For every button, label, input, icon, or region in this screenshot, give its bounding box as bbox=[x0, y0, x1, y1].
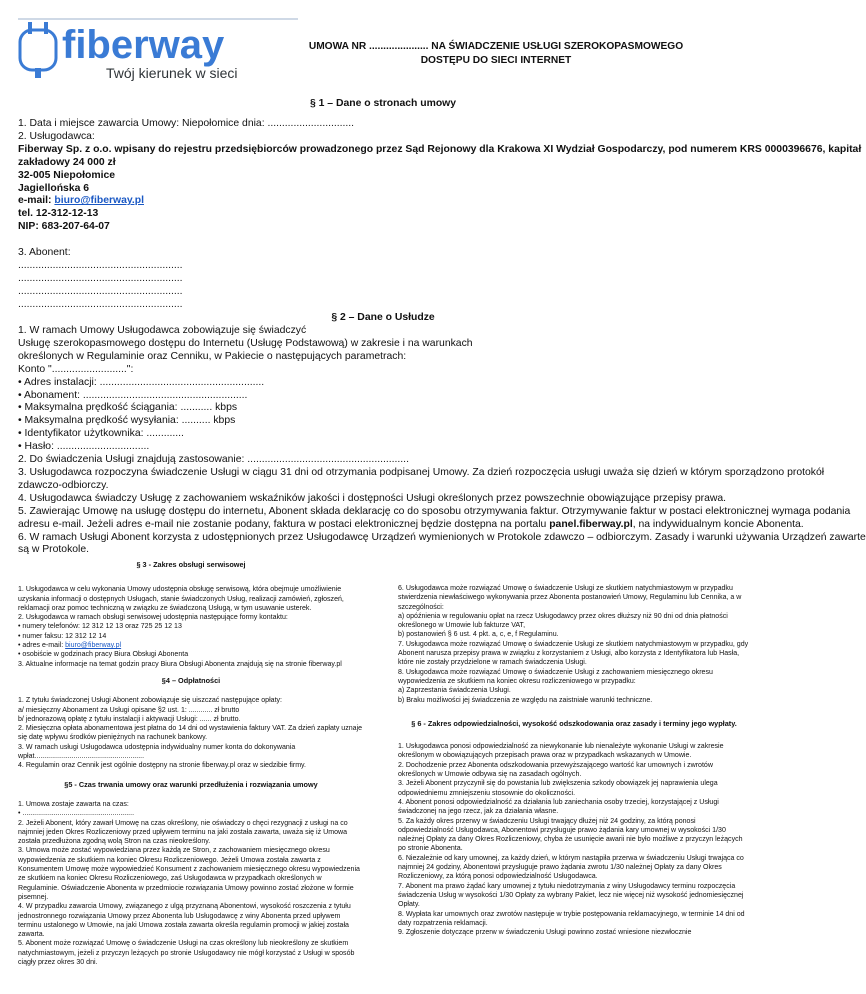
s5-p5: 4. W przypadku zawarcia Umowy, związanego z ulgą przyznaną Abonentowi, wysokość roszczenia z tytułu jednostronnego rozwiązania Umowy przez Abonenta lub Usługodawcę z winy Abonenta przed upływem terminu ustalonego w Umowie, na jaki Umowa została zawarta określa regulamin promocji w jakiej została zawarta. bbox=[18, 903, 351, 939]
s5-p3: 2. Jeżeli Abonent, który zawarł Umowę na czas określony, nie oświadczy o chęci rezygnacji z usługi na co najmniej jeden Okres Rozliczeniowy przed upływem terminu na jaki została zawarta, uważa się iż Umowa została przedłużona zgodną wolą Stron na czas nieokreślony. bbox=[18, 819, 348, 846]
logo-tagline: Twój kierunek w sieci bbox=[106, 65, 238, 81]
s2-line-18: są w Protokole. bbox=[18, 544, 90, 556]
s6-p5: 5. Za każdy okres przerwy w świadczeniu Usługi trwający dłużej niż 24 godziny, za którą ponosi odpowiedzialność Usługodawca, Abonentowi przysługuje prawo żądania kary umownej w wysokości 1/30 należnej Opłaty za dany Okres Rozliczeniowy, chyba że usunięcie awarii nie było możliwe z przyczyn leżących po stronie Abonenta. bbox=[398, 817, 743, 853]
s2-line-4: Konto "..........................": bbox=[18, 363, 134, 375]
s2-line-7: • Maksymalna prędkość ściągania: ........... kbps bbox=[18, 402, 238, 414]
s5-cont-p4: 7. Usługodawca może rozwiązać Umowę o świadczenie Usługi ze skutkiem natychmiastowym w przypadku, gdy Abonent narusza przepisy prawa w związku z korzystaniem z Usługi, albo korzysta z Identyfikatora lub Hasła, które nie zostały przydzielone w ramach świadczenia Usługi. bbox=[398, 640, 749, 667]
s3-p7: 3. Aktualne informacje na temat godzin pracy Biura Obsługi Abonenta znajdują się na stronie fiberway.pl bbox=[18, 660, 342, 668]
s2-line-13: zdawczo-odbiorczy. bbox=[18, 479, 109, 491]
s1-line-5: 32-005 Niepołomice bbox=[18, 169, 116, 181]
s6-p2: 2. Dochodzenie przez Abonenta odszkodowania przewyższającego wartość kar umownych i zwrotów określonych w Umowie odbywa się na zasadach ogólnych. bbox=[398, 761, 713, 779]
s5-cont-p1: 6. Usługodawca może rozwiązać Umowę o świadczenie Usługi ze skutkiem natychmiastowym w przypadku stwierdzenia niewłaściwego wykonywania przez Abonenta postanowień Umowy, Regulaminu lub Cennika, a w szczególności: bbox=[398, 585, 742, 611]
s4-p4: 2. Miesięczna opłata abonamentowa jest płatna do 14 dni od wystawienia faktury VAT. Za dzień zapłaty uznaje się datę wpływu środków pieniężnych na rachunek bankowy. bbox=[18, 725, 363, 742]
s5-cont-p3: b) postanowień § 6 ust. 4 pkt. a, c, e, f Regulaminu. bbox=[398, 631, 559, 639]
s6-p9: 9. Zgłoszenie dotyczące przerw w świadczeniu Usługi powinno zostać wniesione niezwłocznie bbox=[398, 929, 692, 937]
s2-line-6: • Abonament: ......................................................... bbox=[18, 389, 248, 401]
s4-p2: a/ miesięczny Abonament za Usługi opisane §2 ust. 1: ............ zł brutto bbox=[18, 706, 240, 714]
s1-line-3: Fiberway Sp. z o.o. wpisany do rejestru przedsiębiorców prowadzonego przez Sąd Rejonowy dla Krakowa XI Wydział Gospodarczy, pod numerem KRS 0000396676, kapitał bbox=[18, 143, 862, 155]
s5-cont-p5: 8. Usługodawca może rozwiązać Umowę o świadczenie Usługi z zachowaniem miesięcznego okresu wypowiedzenia ze skutkiem na koniec okresu rozliczeniowego w przypadku: bbox=[398, 668, 713, 685]
s6-p3: 3. Jeżeli Abonent przyczynił się do powstania lub zwiększenia szkody obowiązek jej naprawienia ulega odpowiedniemu zmniejszeniu stosownie do okoliczności. bbox=[398, 780, 718, 797]
s1-dots-3: ......................................................... bbox=[18, 285, 183, 297]
s1-email-line bbox=[18, 195, 748, 208]
s3-p3: • numery telefonów: 12 312 12 13 oraz 725 25 12 13 bbox=[18, 623, 182, 631]
s1-line-6: Jagiellońska 6 bbox=[18, 182, 90, 194]
s2-line-16 bbox=[18, 518, 804, 532]
s3-p6: • osobiście w godzinach pracy Biura Obsługi Abonenta bbox=[18, 651, 189, 659]
s3-email-link[interactable]: biuro@fiberway.pl bbox=[65, 642, 122, 650]
s6-p6: 6. Niezależnie od kary umownej, za każdy dzień, w którym nastąpiła przerwa w świadczeniu Usługi trwająca co najmniej 24 godziny, Abonentowi przysługuje prawo żądania zwrotu 1/30 należnej Opłaty za dany Okres Rozliczeniowy, za którą ponosi odpowiedzialność Usługodawca. bbox=[398, 854, 744, 881]
section-3-heading: § 3 - Zakres obsługi serwisowej bbox=[136, 560, 246, 569]
s1-email-link[interactable]: biuro@fiberway.pl bbox=[54, 195, 144, 207]
s2-portal-link[interactable]: panel.fiberway.pl bbox=[549, 518, 633, 530]
s2-line-8: • Maksymalna prędkość wysyłania: .......... kbps bbox=[18, 415, 236, 427]
fiberway-logo bbox=[18, 16, 298, 86]
s6-p8: 8. Wypłata kar umownych oraz zwrotów następuje w trybie postępowania reklamacyjnego, w terminie 14 dni od daty rozpatrzenia reklamacji. bbox=[398, 910, 745, 927]
section-1-body bbox=[18, 118, 862, 312]
s6-p1: 1. Usługodawca ponosi odpowiedzialność za niewykonanie lub nienależyte wykonanie Usługi w zakresie określonym w obowiązujących przepisach prawa oraz w przypadkach wskazanych w Umowie. bbox=[398, 743, 724, 760]
plug-icon bbox=[20, 22, 56, 78]
s2-line-2: Usługę szerokopasmowego dostępu do Internetu (Usługę Podstawową) w zakresie i na warunkach bbox=[18, 337, 473, 349]
contract-title-line2: DOSTĘPU DO SIECI INTERNET bbox=[420, 55, 572, 66]
s1-email-label: e-mail: bbox=[18, 195, 55, 207]
contract-title bbox=[306, 40, 686, 68]
s5-p4: 3. Umowa może zostać wypowiedziana przez każdą ze Stron, z zachowaniem miesięcznego okresu wypowiedzenia ze skutkiem na koniec Okresu Rozliczeniowego. Jeżeli Umowa została zawarta z Konsumentem Umowę może wypowiedzieć Konsument z zachowaniem miesięcznego okresu wypowiedzenia ze skutkiem na koniec Okresu Rozliczeniowego, zaś Usługodawca w przypadkach określonych w Regulaminie. Oświadczenie Abonenta w przedmiocie rozwiązania Umowy powinno zostać złożone w formie pisemnej. bbox=[18, 847, 360, 901]
s1-tel: tel. 12-312-12-13 bbox=[18, 208, 99, 220]
s5-cont-p7: b) Braku możliwości jej świadczenia ze względu na zaistniałe warunki techniczne. bbox=[398, 696, 653, 704]
s2-line-9: • Identyfikator użytkownika: ............. bbox=[18, 428, 184, 440]
s4-p5: 3. W ramach usługi Usługodawca udostępnia indywidualny numer konta do dokonywania wpłat........................................................ bbox=[18, 743, 296, 761]
s2-line-17: 6. W ramach Usługi Abonent korzysta z udostępnionych przez Usługodawcę Urządzeń wymienionych w Protokole zdawczo – odbiorczym. Zasady i warunki używania Urządzeń zawarte bbox=[18, 531, 866, 543]
section-6-heading: § 6 - Zakres odpowiedzialności, wysokość odszkodowania oraz zasady i terminy jego wypłaty. bbox=[411, 718, 737, 728]
s3-p2: 2. Usługodawca w ramach obsługi serwisowej udostępnia następujące formy kontaktu: bbox=[18, 614, 288, 622]
s1-line-1: 1. Data i miejsce zawarcia Umowy: Niepołomice dnia: .............................. bbox=[18, 118, 355, 129]
s3-p5 bbox=[18, 641, 364, 650]
section-4-heading: §4 – Odpłatności bbox=[161, 675, 221, 685]
s5-cont-p6: a) Zaprzestania świadczenia Usługi. bbox=[398, 687, 511, 695]
contract-title-line1: UMOWA NR ..................... NA ŚWIADCZENIE USŁUGI SZEROKOPASMOWEGO bbox=[308, 41, 684, 52]
s1-dots-1: ......................................................... bbox=[18, 260, 183, 272]
s2-line-10: • Hasło: ................................ bbox=[18, 441, 150, 453]
s1-line-4: zakładowy 24 000 zł bbox=[18, 156, 116, 168]
s4-p3: b/ jednorazową opłatę z tytułu instalacji i aktywacji Usługi: ...... zł brutto. bbox=[18, 715, 241, 723]
s3-email-label: • adres e-mail: bbox=[18, 642, 66, 650]
s1-dots-4: ......................................................... bbox=[18, 298, 183, 310]
s5-cont-p2: a) opóźnienia w regulowaniu opłat na rzecz Usługodawcy przez okres dłuższy niż 90 dni od dnia płatności określonego w Umowie lub fakturze VAT, bbox=[398, 612, 728, 630]
s1-dots-2: ......................................................... bbox=[18, 272, 183, 284]
s2-line-11: 2. Do świadczenia Usługi znajdują zastosowanie: ........................................................ bbox=[18, 454, 409, 466]
s2-line-16a: adresu e-mail. Jeżeli adres e-mail nie zostanie podany, faktura w postaci elektronicznej będzie dostępna na portalu bbox=[18, 518, 550, 530]
s1-nip: NIP: 683-207-64-07 bbox=[18, 221, 110, 233]
s1-line-2: 2. Usługodawca: bbox=[18, 130, 95, 142]
left-column bbox=[18, 560, 364, 967]
s2-line-5: • Adres instalacji: ......................................................... bbox=[18, 376, 265, 388]
logo-brand: fiberway bbox=[62, 23, 225, 67]
s5-p2: • ......................................................... bbox=[18, 810, 135, 818]
section-1-heading: § 1 – Dane o stronach umowy bbox=[309, 98, 457, 109]
s2-line-3: określonych w Regulaminie oraz Cenniku, w Pakiecie o następujących parametrach: bbox=[18, 350, 407, 362]
s5-p6: 5. Abonent może rozwiązać Umowę o świadczenie Usługi na czas określony lub nieokreślony ze skutkiem natychmiastowym, jeżeli z przyczyn leżących po stronie Usługodawcy nie mógł korzystać z Usługi w sposób ciągły przez okres 30 dni. bbox=[18, 940, 355, 966]
s4-p6: 4. Regulamin oraz Cennik jest ogólnie dostępny na stronie fiberway.pl oraz w siedzibie firmy. bbox=[18, 762, 307, 770]
s2-line-1: 1. W ramach Umowy Usługodawca zobowiązuje się świadczyć bbox=[18, 325, 307, 336]
s3-p4: • numer faksu: 12 312 12 14 bbox=[18, 632, 107, 640]
right-column bbox=[398, 584, 750, 937]
s6-p4: 4. Abonent ponosi odpowiedzialność za działania lub zaniechania osoby trzeciej, korzystającej z Usługi świadczonej na jego rzecz, jak za działania własne. bbox=[398, 798, 719, 816]
s5-p1: 1. Umowa zostaje zawarta na czas: bbox=[18, 800, 129, 808]
s3-p1: 1. Usługodawca w celu wykonania Umowy udostępnia obsługę serwisową, która obejmuje umożliwienie uzyskania informacji o dostępnych Usługach, stanie świadczonych Usług, realizacji zamówień, zgłoszeń, reklamacji oraz pomoc techniczną w związku ze świadczoną Usługą, w tym usuwanie usterek. bbox=[18, 586, 344, 612]
section-5-heading: §5 - Czas trwania umowy oraz warunki przedłużenia i rozwiązania umowy bbox=[64, 779, 318, 789]
s1-abonent: 3. Abonent: bbox=[18, 247, 71, 259]
s2-line-16c: , na indywidualnym koncie Abonenta. bbox=[632, 518, 804, 530]
s2-line-14: 4. Usługodawca świadczy Usługę z zachowaniem wskaźników jakości i dostępności Usługi określonych przez powszechnie obowiązujące przepisy prawa. bbox=[18, 492, 727, 504]
s2-line-15: 5. Zawierając Umowę na usługę dostępu do internetu, Abonent składa deklarację co do sposobu otrzymywania faktur. Otrzymywanie faktur w postaci elektronicznej wymaga podania bbox=[18, 505, 851, 517]
s4-p1: 1. Z tytułu świadczonej Usługi Abonent zobowiązuje się uiszczać następujące opłaty: bbox=[18, 697, 283, 705]
s6-p7: 7. Abonent ma prawo żądać kary umownej z tytułu niedotrzymania z winy Usługodawcy terminu rozpoczęcia świadczenia Usług w wysokości 1/30 Opłaty za wybrany Pakiet, lecz nie więcej niż wysokość jednomiesięcznej Opłaty. bbox=[398, 882, 744, 909]
section-2-body bbox=[18, 325, 866, 557]
s2-line-12: 3. Usługodawca rozpoczyna świadczenie Usługi w ciągu 31 dni od otrzymania podpisanej Umowy. Za dzień rozpoczęcia usługi uważa się dzień w którym sporządzono protokół bbox=[18, 466, 825, 478]
section-2-heading: § 2 – Dane o Usłudze bbox=[331, 312, 435, 323]
